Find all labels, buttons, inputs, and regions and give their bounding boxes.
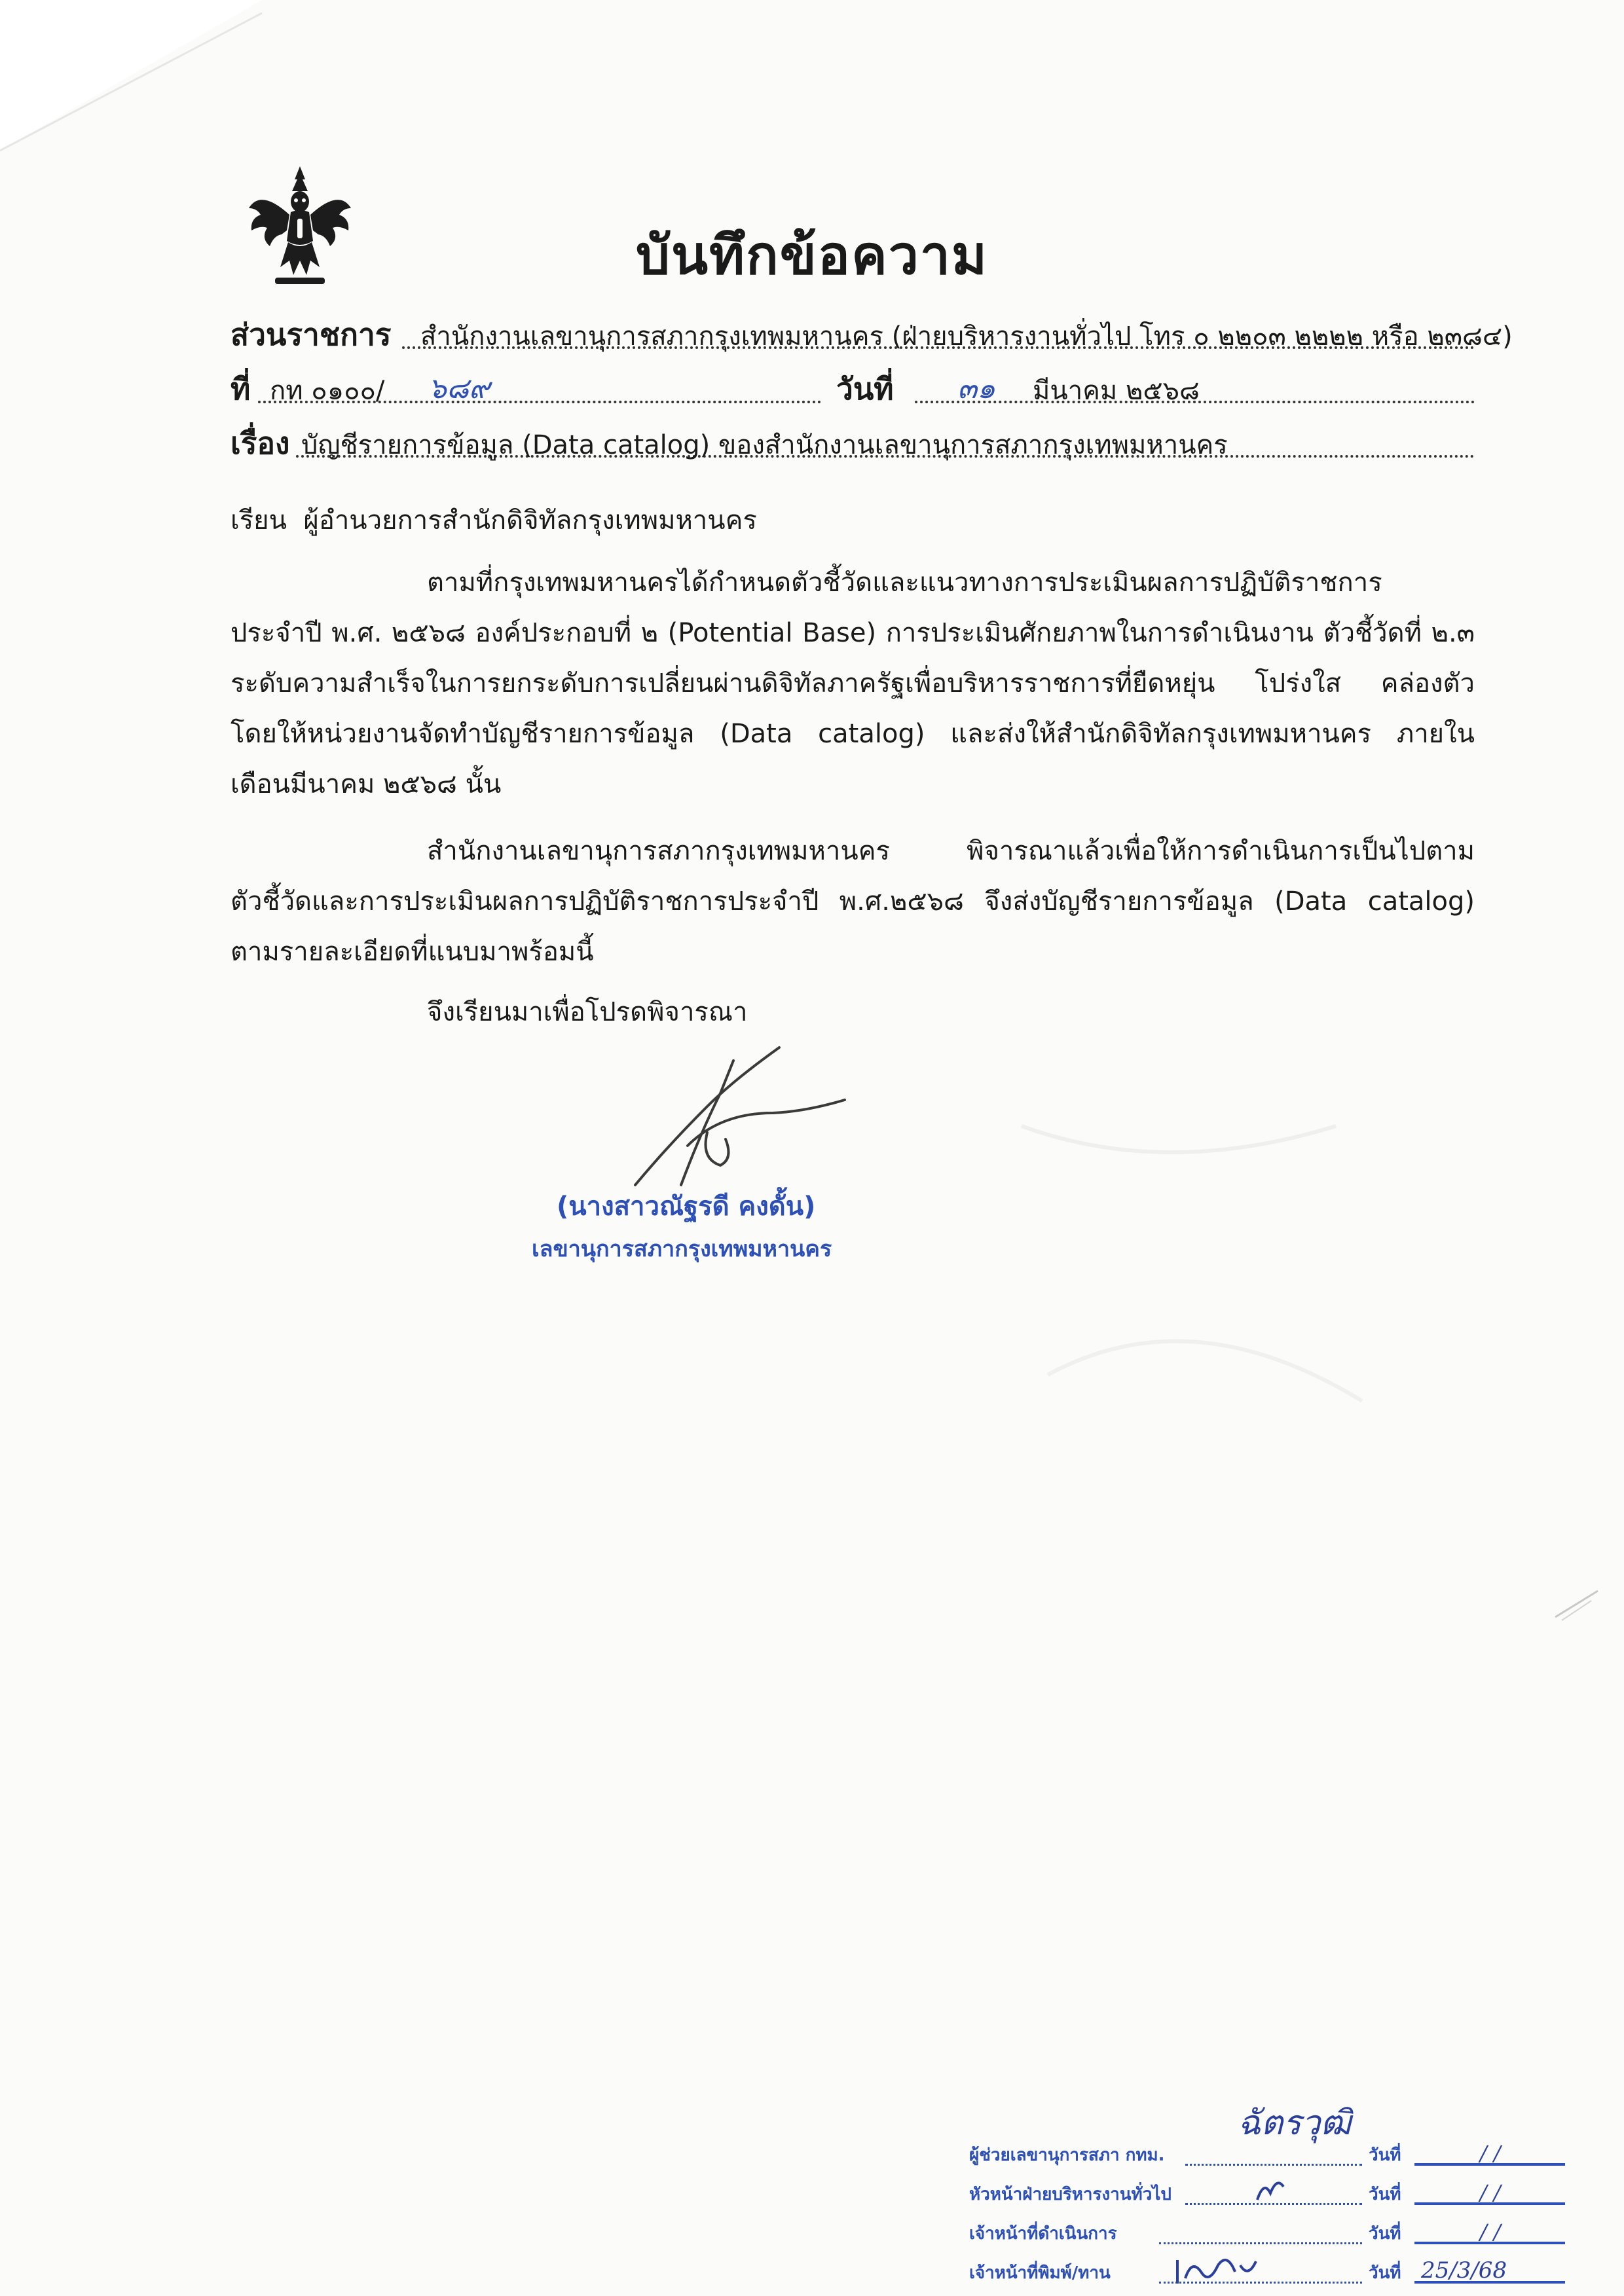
stamp-date-label: วันที่ [1369,2145,1401,2165]
document-title: บันทึกข้อความ [635,225,989,287]
stamp-date-value: / / [1480,2180,1501,2205]
stamp-row-label: หัวหน้าฝ่ายบริหารงานทั่วไป [969,2185,1172,2204]
stamp-row [963,2213,1591,2252]
salutation-recipient: ผู้อำนวยการสำนักดิจิทัลกรุงเทพมหานคร [303,505,757,536]
signatory-position: เลขานุการสภากรุงเทพมหานคร [532,1236,832,1262]
handwritten-signature [609,1034,858,1205]
body-paragraph-1 [231,558,1475,810]
date-label: วันที่ [836,371,894,407]
paragraph-line: ตามรายละเอียดที่แนบมาพร้อมนี้ [231,937,594,967]
agency-value: สำนักงานเลขานุการสภากรุงเทพมหานคร (ฝ่ายบริหารงานทั่วไป โทร ๐ ๒๒๐๓ ๒๒๒๒ หรือ ๒๓๘๔) [420,321,1513,352]
stamp-row-label: เจ้าหน้าที่ดำเนินการ [969,2224,1117,2244]
paragraph-line: ประจำปี พ.ศ. ๒๕๖๘ องค์ประกอบที่ ๒ (Potential Base) การประเมินศักยภาพในการดำเนินงาน ตัวชี้วัดที่ ๒.๓ [231,618,1475,648]
stamp-date-value: / / [1480,2219,1501,2244]
paragraph-line: เดือนมีนาคม ๒๕๖๘ นั้น [231,769,502,799]
agency-row [231,311,1513,357]
stamp-date-label: วันที่ [1369,2263,1401,2283]
signatory-name: (นางสาวณัฐรดี คงดั้น) [557,1192,816,1222]
stamp-date-value: 25/3/68 [1421,2257,1507,2284]
reference-date-row [231,365,1475,411]
date-month-year: มีนาคม ๒๕๖๘ [1033,376,1200,406]
stamp-date-label: วันที่ [1369,2185,1401,2204]
paragraph-line: ตัวชี้วัดและการประเมินผลการปฏิบัติราชการประจำปี พ.ศ.๒๕๖๘ จึงส่งบัญชีรายการข้อมูล (Data catalog) [231,886,1475,917]
salutation-label: เรียน [231,505,287,536]
paragraph-line: ตามที่กรุงเทพมหานครได้กำหนดตัวชี้วัดและแนวทางการประเมินผลการปฏิบัติราชการ [427,568,1382,598]
stamp-initial-mark [1251,2174,1290,2206]
routing-stamp [963,2095,1591,2291]
stamp-date-label: วันที่ [1369,2224,1401,2244]
subject-label: เรื่อง [231,426,290,461]
stamp-row [963,2174,1591,2213]
stamp-initial-mark [1172,2252,1264,2289]
reference-number-handwritten: ๖๘๙ [428,372,490,405]
subject-row [231,420,1475,465]
reference-prefix: กท ๐๑๐๐/ [270,376,385,406]
salutation [231,499,757,541]
paragraph-line: โดยให้หน่วยงานจัดทำบัญชีรายการข้อมูล (Data catalog) และส่งให้สำนักดิจิทัลกรุงเทพมหานคร ภายใน [231,719,1475,749]
scan-smudge [995,1100,1388,1427]
closing-line: จึงเรียนมาเพื่อโปรดพิจารณา [427,997,748,1027]
paragraph-line: ระดับความสำเร็จในการยกระดับการเปลี่ยนผ่านดิจิทัลภาครัฐเพื่อบริหารราชการที่ยืดหยุ่น โปร่งใส คล่องตัว [231,668,1475,699]
stamp-row [963,2252,1591,2291]
scan-smudge [1552,1584,1604,1624]
stamp-row-label: เจ้าหน้าที่พิมพ์/ทาน [969,2263,1111,2283]
stamp-row [963,2134,1591,2174]
stamp-dotted-line [1159,2242,1362,2244]
subject-value: บัญชีรายการข้อมูล (Data catalog) ของสำนักงานเลขานุการสภากรุงเทพมหานคร [301,430,1228,460]
stamp-dotted-line [1185,2164,1362,2166]
stamp-date-value: / / [1480,2141,1501,2166]
date-day-handwritten: ๓๑ [957,372,996,405]
stamp-handwritten-initials: ฉัตรวุฒิ [1238,2104,1352,2143]
stamp-row-label: ผู้ช่วยเลขานุการสภา กทม. [969,2145,1165,2165]
body-paragraph-2 [231,826,1475,977]
agency-label: ส่วนราชการ [231,317,392,352]
scan-edge-artifact [0,0,275,157]
reference-label: ที่ [231,371,251,407]
paragraph-line: สำนักงานเลขานุการสภากรุงเทพมหานคร พิจารณาแล้วเพื่อให้การดำเนินการเป็นไปตาม [427,836,1475,866]
